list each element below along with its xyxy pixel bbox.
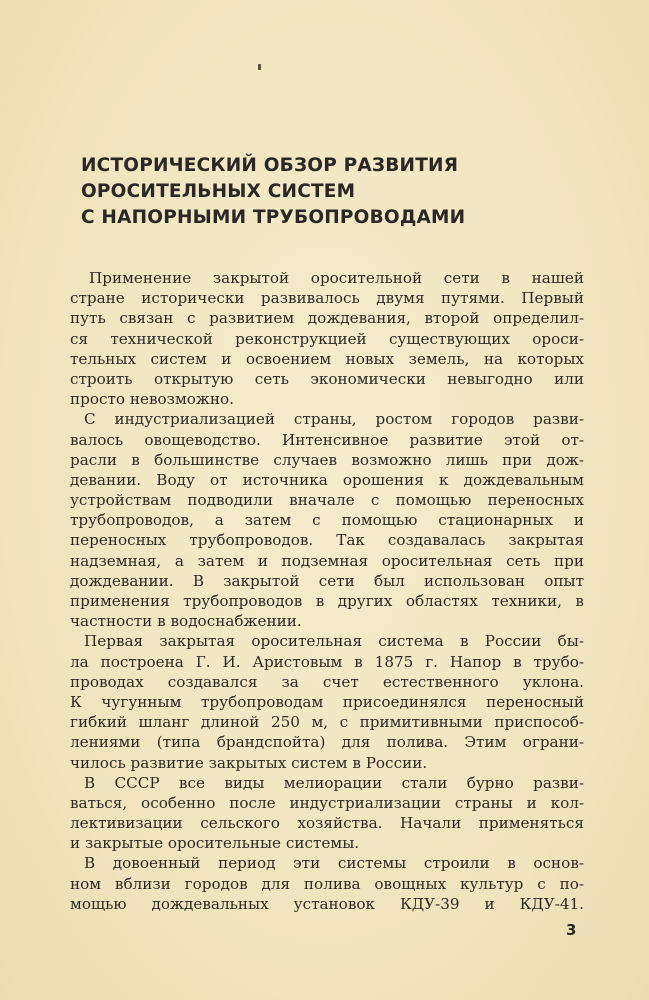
text-line: путь связан с развитием дождевания, второй определил- — [70, 309, 584, 328]
print-speck — [258, 64, 261, 70]
section-heading — [81, 153, 561, 231]
text-line: просто невозможно. — [70, 390, 234, 409]
paragraph-5 — [70, 853, 584, 914]
text-line: проводах создавался за счет естественного уклона. — [70, 672, 584, 691]
text-line: строить открытую сеть экономически невыгодно или — [70, 369, 584, 388]
text-line: тельных систем и освоением новых земель, на которых — [70, 349, 584, 368]
paragraph-2 — [70, 409, 584, 631]
text-line: Применение закрытой оросительной сети в нашей — [89, 269, 584, 287]
text-line: чилось развитие закрытых систем в России. — [70, 753, 428, 772]
paragraph-3 — [70, 631, 584, 772]
text-line: С индустриализацией страны, ростом городов разви- — [84, 410, 584, 429]
heading-line: С НАПОРНЫМИ ТРУБОПРОВОДАМИ — [81, 207, 466, 228]
text-line: валось овощеводство. Интенсивное развитие этой от- — [70, 430, 584, 449]
text-line: дождевании. В закрытой сети был использован опыт — [70, 571, 584, 590]
text-line: ваться, особенно после индустриализации страны и кол- — [70, 793, 584, 812]
text-line: К чугунным трубопроводам присоединялся переносный — [70, 692, 584, 711]
text-line: Первая закрытая оросительная система в России бы- — [84, 632, 584, 651]
body-text — [70, 268, 584, 914]
heading-line: ОРОСИТЕЛЬНЫХ СИСТЕМ — [81, 181, 356, 202]
paragraph-4 — [70, 773, 584, 854]
text-line: трубопроводов, а затем с помощью стационарных и — [70, 511, 584, 530]
text-line: ла построена Г. И. Аристовым в 1875 г. Напор в трубо- — [70, 652, 584, 671]
text-line: расли в большинстве случаев возможно лишь при дож- — [70, 450, 584, 469]
paragraph-1 — [70, 268, 584, 409]
text-line: мощью дождевальных установок КДУ-39 и КДУ-41. — [70, 894, 584, 913]
text-line: В СССР все виды мелиорации стали бурно разви- — [84, 773, 584, 792]
text-line: ном вблизи городов для полива овощных культур с по- — [70, 874, 584, 893]
text-line: лективизации сельского хозяйства. Начали применяться — [70, 814, 584, 833]
text-line: В довоенный период эти системы строили в основ- — [84, 854, 584, 873]
text-line: гибкий шланг длиной 250 м, с примитивными приспособ- — [70, 713, 584, 732]
text-line: и закрытые оросительные системы. — [70, 834, 360, 853]
text-line: ся технической реконструкцией существующих ороси- — [70, 329, 584, 348]
heading-line: ИСТОРИЧЕСКИЙ ОБЗОР РАЗВИТИЯ — [81, 155, 459, 176]
text-line: устройствам подводили вначале с помощью переносных — [70, 491, 584, 510]
page-number: 3 — [566, 921, 577, 939]
text-line: лениями (типа брандспойта) для полива. Этим ограни- — [70, 733, 584, 752]
text-line: частности в водоснабжении. — [70, 612, 302, 631]
text-line: надземная, а затем и подземная оросительная сеть при — [70, 551, 584, 570]
text-line: переносных трубопроводов. Так создавалась закрытая — [70, 531, 584, 550]
text-line: применения трубопроводов в других областях техники, в — [70, 592, 584, 610]
text-line: девании. Воду от источника орошения к дождевальным — [70, 470, 584, 489]
text-line: стране исторически развивалось двумя путями. Первый — [70, 289, 584, 308]
